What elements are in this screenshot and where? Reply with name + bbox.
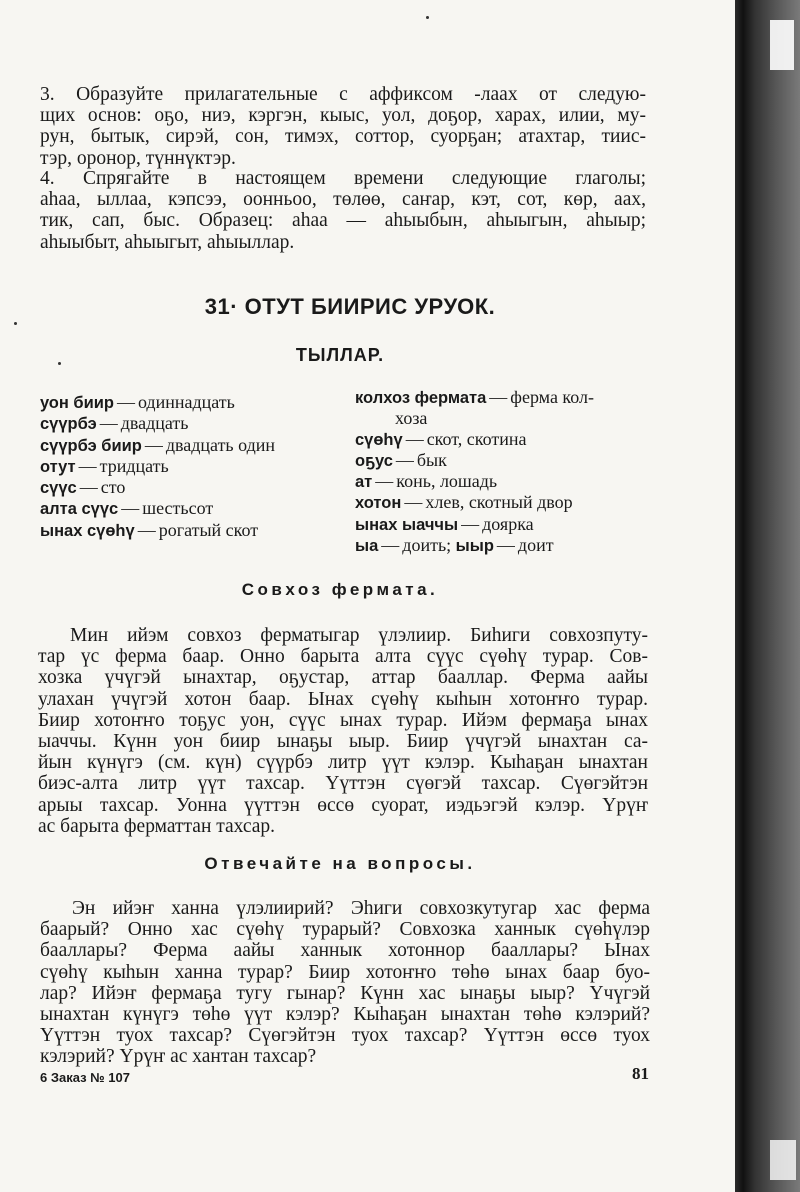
- text-line: Үүттэн туох тахсар? Сүөгэйтэн туох тахсар? Үүттэн өссө туох: [40, 1025, 650, 1047]
- vocab-entry-continuation: хоза: [395, 408, 428, 429]
- vocab-entry: ынах ыаччы — доярка: [355, 513, 534, 534]
- text-line: тэр, оронор, түннүктэр.: [40, 147, 236, 169]
- exercise-3: [40, 84, 646, 169]
- words-heading: ТЫЛЛАР.: [295, 345, 385, 365]
- page-edge-shadow: [735, 0, 800, 1192]
- vocab-entry: ыа — доить; ыыр — доит: [355, 535, 554, 556]
- speck: [426, 16, 429, 19]
- text-line: йын күнүгэ (см. күн) сүүрбэ литр үүт кэлэр. Кыһаҕан ынахтан: [38, 752, 648, 774]
- vocabulary-right-column: [355, 387, 650, 556]
- page-edge-highlight: [770, 1140, 796, 1180]
- text-line: кэлэрий? Үрүҥ ас хантан тахсар?: [40, 1046, 317, 1068]
- speck: [58, 362, 61, 365]
- text-line: 3. Образуйте прилагательные с аффиксом -лаах от следую-: [40, 84, 646, 105]
- lesson-title: 31· ОТУТ БИИРИС УРУОК.: [204, 294, 496, 319]
- vocab-entry: ат — конь, лошадь: [355, 471, 498, 492]
- text-line: хозка үчүгэй ынахтар, оҕустар, аттар бааллар. Ферма аайы: [38, 667, 648, 689]
- reading-text: [38, 625, 648, 837]
- reading-title: Совхоз фермата.: [241, 580, 439, 599]
- text-line: Биир хотоҥҥо тоҕус уон, сүүс ынах турар. Ийэм фермаҕа ынах: [38, 709, 648, 731]
- vocab-entry: отут — тридцать: [40, 455, 169, 476]
- vocab-entry: оҕус — бык: [355, 449, 447, 470]
- printer-signature: 6 Заказ № 107: [40, 1070, 130, 1085]
- text-line: Мин ийэм совхоз ферматыгар үлэлиир. Биһиги совхозпуту-: [70, 625, 648, 646]
- text-line: аһыыбыт, аһыыгыт, аһыыллар.: [40, 231, 295, 253]
- questions-text: [40, 898, 650, 1068]
- text-line: арыы тахсар. Уонна үүттэн өссө суорат, иэдьэгэй кэлэр. Үрүҥ: [38, 794, 648, 816]
- page-number: 81: [632, 1064, 649, 1083]
- text-line: бааллары? Ферма аайы ханнык хотоннор бааллары? Ынах: [40, 940, 650, 962]
- text-line: улахан үчүгэй хотон баар. Ынах сүөһү кыһын хотоҥҥо турар.: [38, 688, 648, 710]
- speck: [14, 322, 17, 325]
- text-line: ыаччы. Күнн уон биир ынаҕы ыыр. Биир үчүгэй ынахтан са-: [38, 731, 648, 753]
- text-line: ас барыта ферматтан тахсар.: [38, 815, 276, 837]
- text-line: Эн ийэҥ ханна үлэлиирий? Эһиги совхозкутугар хас ферма: [72, 898, 650, 919]
- vocab-entry: алта сүүс — шестьсот: [40, 498, 214, 519]
- vocabulary-left-column: [40, 392, 340, 541]
- vocab-entry: сүүрбэ биир — двадцать один: [40, 434, 276, 455]
- text-line: тар үс ферма баар. Онно барыта алта сүүс сүөһү турар. Сов-: [38, 646, 648, 668]
- vocab-entry: хотон — хлев, скотный двор: [355, 492, 573, 513]
- text-line: лар? Ийэҥ фермаҕа тугу гынар? Күнн хас ынаҕы ыыр? Үчүгэй: [40, 982, 650, 1004]
- text-line: сүөһү кыһын ханна турар? Биир хотоҥҥо төһө ынах баар буо-: [40, 961, 650, 983]
- text-line: щих основ: оҕо, ниэ, кэргэн, кыыс, уол, доҕор, харах, илии, му-: [40, 105, 646, 127]
- vocab-entry: сүөһү — скот, скотина: [355, 428, 527, 449]
- vocab-entry: колхоз фермата — ферма кол-: [355, 387, 595, 407]
- vocab-entry: сүүс — сто: [40, 477, 126, 498]
- vocab-entry: сүүрбэ — двадцать: [40, 413, 189, 434]
- text-line: ынахтан күнүгэ төһө үүт кэлэр? Кыһаҕан ынахтан төһө кэлэрий?: [40, 1004, 650, 1026]
- text-line: тик, сап, быс. Образец: аһаа — аһыыбын, аһыыгын, аһыыр;: [40, 210, 646, 232]
- text-line: 4. Спрягайте в настоящем времени следующие глаголы;: [40, 168, 646, 189]
- questions-title: Отвечайте на вопросы.: [204, 854, 476, 873]
- text-line: рун, бытык, сирэй, сон, тимэх, соттор, суорҕан; атахтар, тиис-: [40, 126, 646, 148]
- exercise-4: [40, 168, 646, 253]
- text-line: аһаа, ыллаа, кэпсээ, оонньоо, төлөө, саҥар, кэт, сот, көр, аах,: [40, 189, 646, 211]
- text-line: баарый? Онно хас сүөһү турарый? Совхозка ханнык сүөһүлэр: [40, 919, 650, 941]
- page-edge-highlight: [770, 20, 794, 70]
- vocab-entry: ынах сүөһү — рогатый скот: [40, 519, 259, 540]
- vocab-entry: уон биир — одиннадцать: [40, 392, 235, 412]
- text-line: биэс-алта литр үүт тахсар. Үүттэн сүөгэй тахсар. Сүөгэйтэн: [38, 773, 648, 795]
